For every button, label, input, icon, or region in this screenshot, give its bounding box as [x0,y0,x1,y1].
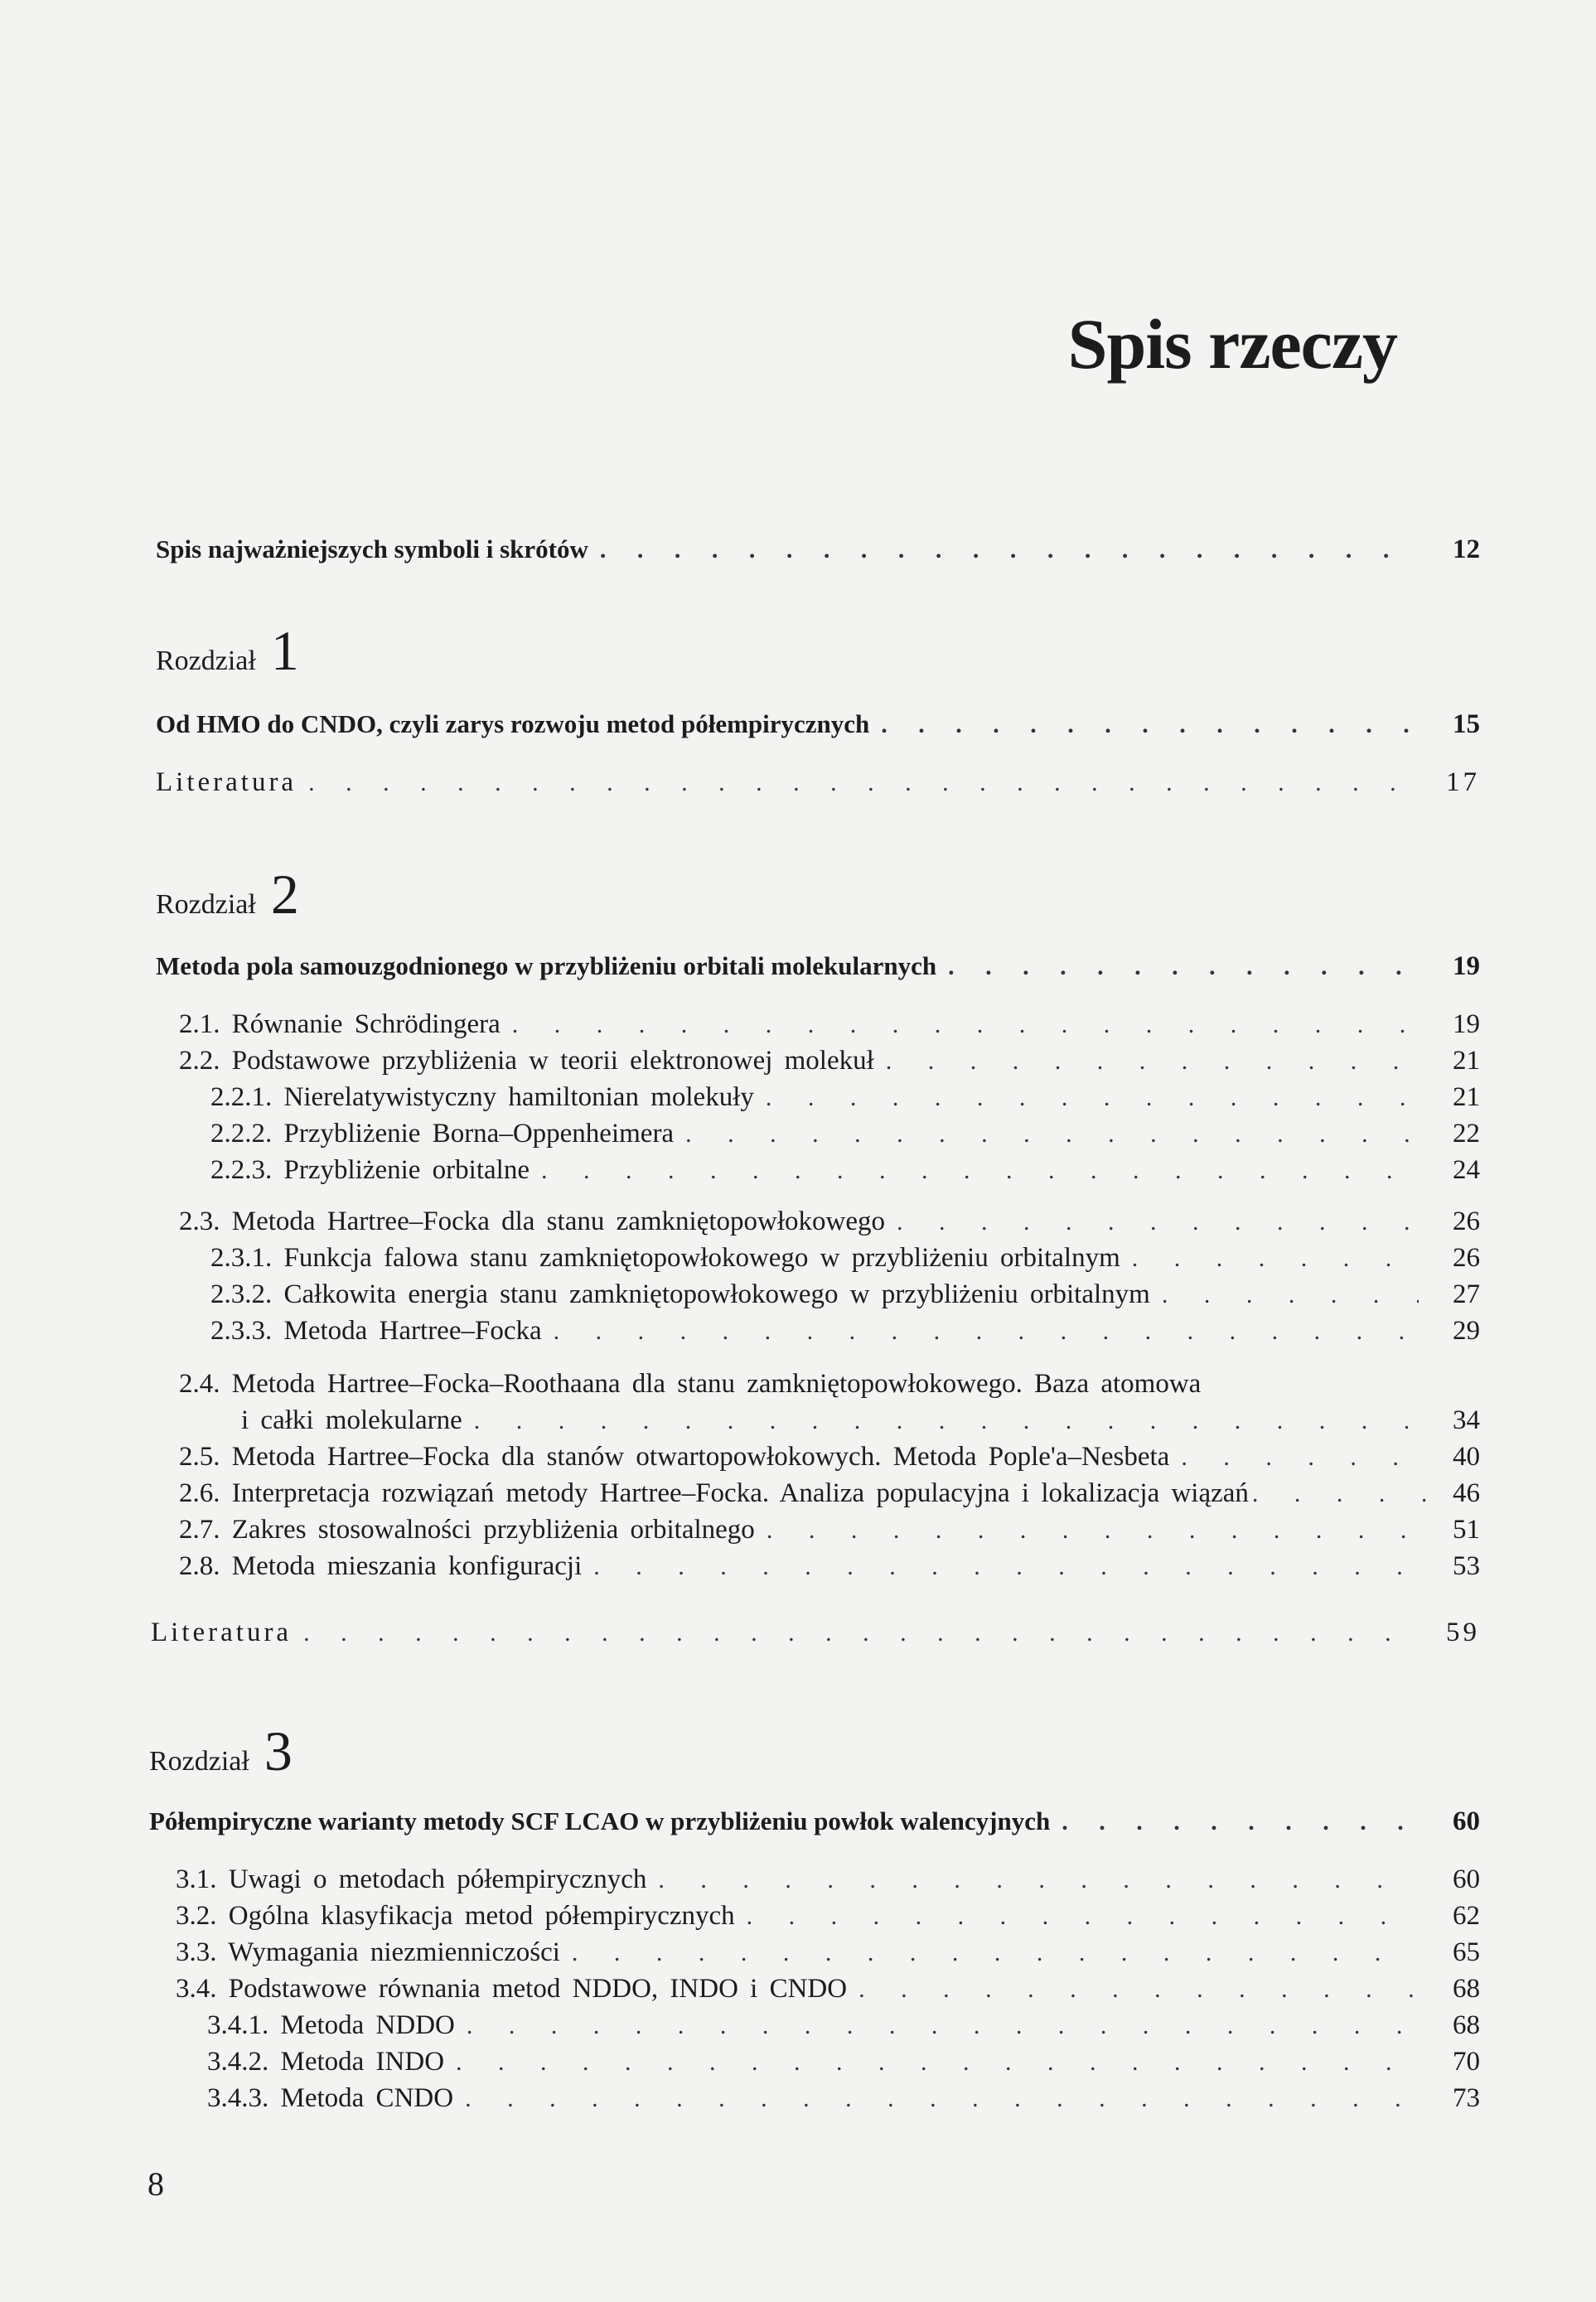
toc-entry [207,2047,1480,2083]
leader-dots [474,1407,1419,1435]
section-title: Uwagi o metodach półempirycznych [228,1864,647,1894]
section-title: Wymagania niezmienniczości [228,1937,560,1967]
literature-label: Literatura [151,1618,293,1647]
section-number: 3.1. [176,1864,217,1894]
section-number: 2.5. [179,1442,220,1472]
page-number: 8 [148,2165,164,2203]
section-number: 2.3. [179,1207,220,1236]
section-number: 2.7. [179,1515,220,1545]
section-title: Całkowita energia stanu zamkniętopowłokowego w przybliżeniu orbitalnym [283,1279,1150,1309]
toc-entry [176,1974,1480,2010]
leader-dots [1132,1245,1419,1273]
section-number: 3.2. [176,1901,217,1931]
toc-entry [210,1119,1480,1155]
toc-entry [179,1478,1480,1515]
chapter-1-label [156,618,299,684]
section-number: 2.6. [179,1478,220,1508]
section-number: 2.4. [179,1369,220,1399]
toc-entry-page: 60 [1453,1806,1480,1836]
toc-entry-page: 51 [1453,1515,1480,1545]
chapter-word: Rozdział [149,1746,249,1777]
section-title: Metoda Hartree–Focka–Roothaana dla stanu zamkniętopowłokowego. Baza atomowa [231,1369,1202,1399]
section-number: 2.2.2. [210,1119,273,1149]
leader-dots [456,2048,1419,2077]
leader-dots [685,1120,1419,1149]
toc-entry-page: 12 [1453,534,1480,564]
page-title: Spis rzeczy [1067,304,1397,384]
section-number: 2.3.2. [210,1279,273,1309]
section-title: Metoda Hartree–Focka [283,1316,542,1346]
toc-entry-page: 34 [1453,1405,1480,1435]
section-title: Metoda Hartree–Focka dla stanu zamkniętopowłokowego [231,1207,886,1236]
leader-dots [308,769,1419,797]
toc-entry-page: 21 [1453,1046,1480,1076]
toc-entry-page: 26 [1453,1207,1480,1236]
toc-entry-page: 21 [1453,1082,1480,1112]
toc-entry-page: 24 [1453,1155,1480,1185]
toc-entry [210,1316,1480,1352]
toc-entry-page: 22 [1453,1119,1480,1149]
section-title-continuation: i całki molekularne [241,1405,462,1435]
toc-entry-page: 59 [1446,1618,1480,1647]
toc-entry [210,1279,1480,1316]
toc-entry [176,1901,1480,1937]
section-title: Zakres stosowalności przybliżenia orbitalnego [231,1515,755,1545]
leader-dots [767,1516,1419,1545]
toc-entry-page: 53 [1453,1551,1480,1581]
section-number: 2.2. [179,1046,220,1076]
leader-dots [766,1084,1419,1112]
section-number: 2.3.3. [210,1316,273,1346]
toc-entry-page: 27 [1453,1279,1480,1309]
toc-entry-first-line [179,1369,1201,1400]
section-title: Nierelatywistyczny hamiltonian molekuły [283,1082,754,1112]
chapter-number: 3 [264,1719,293,1782]
leader-dots [897,1208,1419,1236]
section-title: Funkcja falowa stanu zamkniętopowłokowego w przybliżeniu orbitalnym [283,1243,1120,1273]
section-title: Podstawowe równania metod NDDO, INDO i CNDO [228,1974,848,2004]
leader-dots [572,1939,1419,1967]
leader-dots [881,711,1419,739]
chapter-2-literature [151,1618,1480,1654]
chapter-3-heading [149,1806,1480,1843]
chapter-heading-text: Półempiryczne warianty metody SCF LCAO w przybliżeniu powłok walencyjnych [149,1806,1051,1835]
toc-entry-page: 68 [1453,1974,1480,2004]
toc-entry [179,1551,1480,1588]
toc-entry [207,2010,1480,2047]
section-title: Metoda INDO [280,2047,445,2077]
section-title: Interpretacja rozwiązań metody Hartree–Focka. Analiza populacyjna i lokalizacja wiązań [231,1478,1249,1508]
section-title: Równanie Schrödingera [231,1009,501,1039]
toc-entry-page: 29 [1453,1316,1480,1346]
section-title: Przybliżenie orbitalne [283,1155,530,1185]
leader-dots [467,2012,1419,2040]
toc-entry-page: 62 [1453,1901,1480,1931]
toc-entry [179,1515,1480,1551]
leader-dots [1181,1444,1419,1472]
section-title: Podstawowe przybliżenia w teorii elektronowej molekuł [231,1046,874,1076]
leader-dots [747,1903,1419,1931]
leader-dots [948,953,1419,981]
leader-dots [1062,1808,1419,1836]
chapter-1-heading [156,709,1480,746]
section-number: 3.3. [176,1937,217,1967]
toc-entry-page: 19 [1453,951,1480,981]
chapter-3-label [149,1719,293,1784]
toc-entry-page: 70 [1453,2047,1480,2077]
section-number: 2.8. [179,1551,220,1581]
toc-entry-page: 73 [1453,2083,1480,2113]
toc-entry [176,1864,1480,1901]
leader-dots [303,1619,1419,1647]
section-title: Metoda Hartree–Focka dla stanów otwartopowłokowych. Metoda Pople'a–Nesbeta [231,1442,1170,1472]
toc-entry [210,1243,1480,1279]
section-title: Przybliżenie Borna–Oppenheimera [283,1119,675,1149]
section-title: Ogólna klasyfikacja metod półempirycznych [228,1901,735,1931]
toc-entry-page: 15 [1453,709,1480,739]
section-number: 2.2.1. [210,1082,273,1112]
chapter-1-literature [156,767,1480,804]
toc-entry-page: 65 [1453,1937,1480,1967]
leader-dots [465,2085,1419,2113]
leader-dots [600,536,1419,564]
chapter-2-label [156,862,299,927]
chapter-number: 2 [270,863,299,926]
leader-dots [858,1976,1419,2004]
section-number: 3.4. [176,1974,217,2004]
section-number: 2.2.3. [210,1155,273,1185]
toc-entry-page: 40 [1453,1442,1480,1472]
toc-entry [179,1442,1480,1478]
toc-entry-label: Spis najważniejszych symboli i skrótów [156,534,588,563]
leader-dots [658,1866,1419,1894]
section-number: 3.4.1. [207,2010,269,2040]
leader-dots [554,1318,1419,1346]
toc-entry [179,1046,1480,1082]
chapter-heading-text: Od HMO do CNDO, czyli zarys rozwoju metod półempirycznych [156,709,870,738]
leader-dots [886,1047,1419,1076]
chapter-word: Rozdział [156,646,256,676]
toc-entry-page: 46 [1453,1478,1480,1508]
literature-label: Literatura [156,767,297,797]
chapter-word: Rozdział [156,889,256,920]
toc-entry-page: 17 [1446,767,1480,797]
section-title: Metoda NDDO [280,2010,455,2040]
leader-dots [593,1553,1419,1581]
chapter-number: 1 [270,619,299,682]
section-number: 2.3.1. [210,1243,273,1273]
toc-entry-continuation [241,1405,1480,1442]
toc-entry [176,1937,1480,1974]
leader-dots [541,1157,1419,1185]
section-title: Metoda CNDO [280,2083,454,2113]
leader-dots [1162,1281,1419,1309]
toc-entry [210,1155,1480,1192]
toc-entry-page: 60 [1453,1864,1480,1894]
toc-entry [207,2083,1480,2120]
toc-entry [210,1082,1480,1119]
leader-dots [512,1011,1419,1039]
toc-entry [179,1009,1480,1046]
chapter-heading-text: Metoda pola samouzgodnionego w przybliżeniu orbitali molekularnych [156,951,937,980]
toc-entry [179,1207,1480,1243]
toc-entry-page: 68 [1453,2010,1480,2040]
section-title: Metoda mieszania konfiguracji [231,1551,583,1581]
toc-entry-page: 19 [1453,1009,1480,1039]
chapter-2-heading [156,951,1480,988]
toc-entry-page: 26 [1453,1243,1480,1273]
section-number: 3.4.2. [207,2047,269,2077]
section-number: 3.4.3. [207,2083,269,2113]
leader-dots [1252,1480,1427,1508]
toc-entry-symbols [156,534,1480,571]
section-number: 2.1. [179,1009,220,1039]
